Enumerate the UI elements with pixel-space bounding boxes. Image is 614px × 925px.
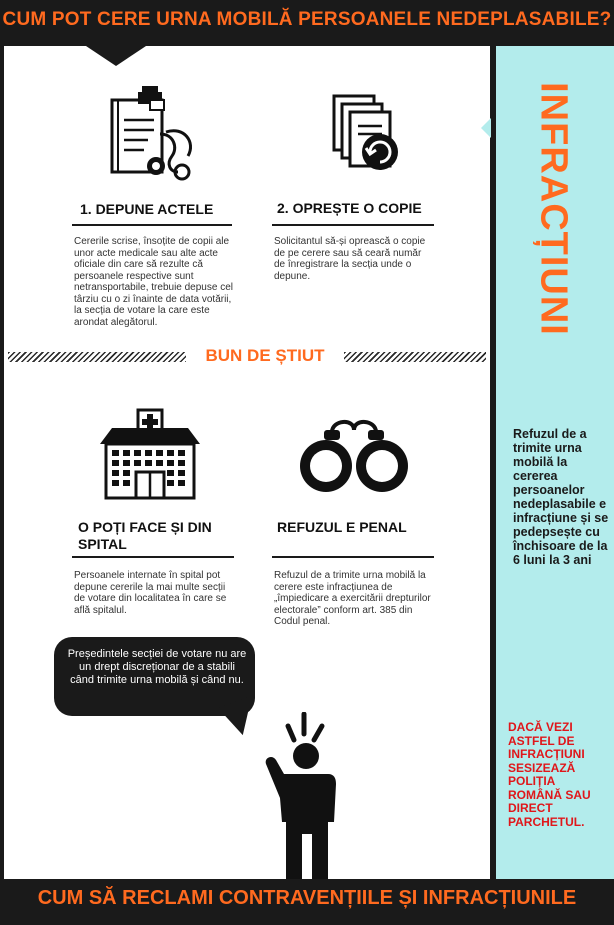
step-2-title: 2. OPREȘTE O COPIE bbox=[277, 200, 422, 216]
sidebar-penalty-text: Refuzul de a trimite urna mobilă la cererea persoanelor nedeplasabile e infracțiune și se pedepsește cu închisoare de la 6 luni la 3 ani bbox=[513, 427, 609, 567]
documents-stethoscope-icon bbox=[104, 86, 200, 190]
speech-bubble-text: Președintele secției de votare nu are un drept discreționar de a stabili când trimite urna mobilă și când nu. bbox=[67, 648, 247, 686]
fact-1-rule bbox=[72, 556, 234, 558]
fact-2-title: REFUZUL E PENAL bbox=[277, 519, 407, 535]
step-2-rule bbox=[272, 224, 434, 226]
fact-2-text: Refuzul de a trimite urna mobilă la cerere este infracțiunea de „împiedicare a exercitării drepturilor electorale” conform art. 385 din Codul penal. bbox=[274, 570, 431, 627]
hospital-icon bbox=[98, 408, 202, 500]
footer-title: CUM SĂ RECLAMI CONTRAVENȚIILE ȘI INFRACȚIUNILE bbox=[37, 887, 577, 909]
step-1-title: 1. DEPUNE ACTELE bbox=[80, 201, 214, 217]
handcuffs-icon bbox=[298, 416, 410, 500]
sidebar-notch bbox=[481, 118, 491, 138]
section-divider-right bbox=[344, 352, 486, 362]
header-pointer bbox=[86, 46, 146, 66]
fact-1-text: Persoanele internate în spital pot depune cererile la mai multe secții de votare din localitatea în care se află spitalul. bbox=[74, 570, 227, 616]
section-title: BUN DE ȘTIUT bbox=[205, 346, 325, 365]
fact-2-rule bbox=[272, 556, 434, 558]
fact-1-title: O POȚI FACE ȘI DIN SPITAL bbox=[78, 519, 212, 552]
header-title: CUM POT CERE URNA MOBILĂ PERSOANELE NEDEPLASABILE? bbox=[2, 9, 612, 30]
sidebar-title-box bbox=[498, 84, 608, 334]
step-2-text: Solicitantul să-și oprească o copie de pe cerere sau să ceară număr de înregistrare la secția unde o depune. bbox=[274, 236, 426, 282]
copy-documents-icon bbox=[330, 92, 404, 176]
step-1-rule bbox=[72, 224, 232, 226]
section-divider-left bbox=[8, 352, 186, 362]
left-border bbox=[0, 46, 4, 879]
step-1-text: Cererile scrise, însoțite de copii ale unor acte medicale sau alte acte oficiale din care să rezulte că persoanele respective sunt netransportabile, trebuie depuse cel târziu cu o zi înainte de data votării, la secția de votare la care este arondat alegătorul. bbox=[74, 236, 233, 328]
person-alert-icon bbox=[254, 712, 364, 879]
sidebar-alert-text: DACĂ VEZI ASTFEL DE INFRACȚIUNI SESIZEAZĂ POLIȚIA ROMÂNĂ SAU DIRECT PARCHETUL. bbox=[508, 720, 591, 829]
sidebar-title: INFRACȚIUNI bbox=[532, 82, 575, 336]
